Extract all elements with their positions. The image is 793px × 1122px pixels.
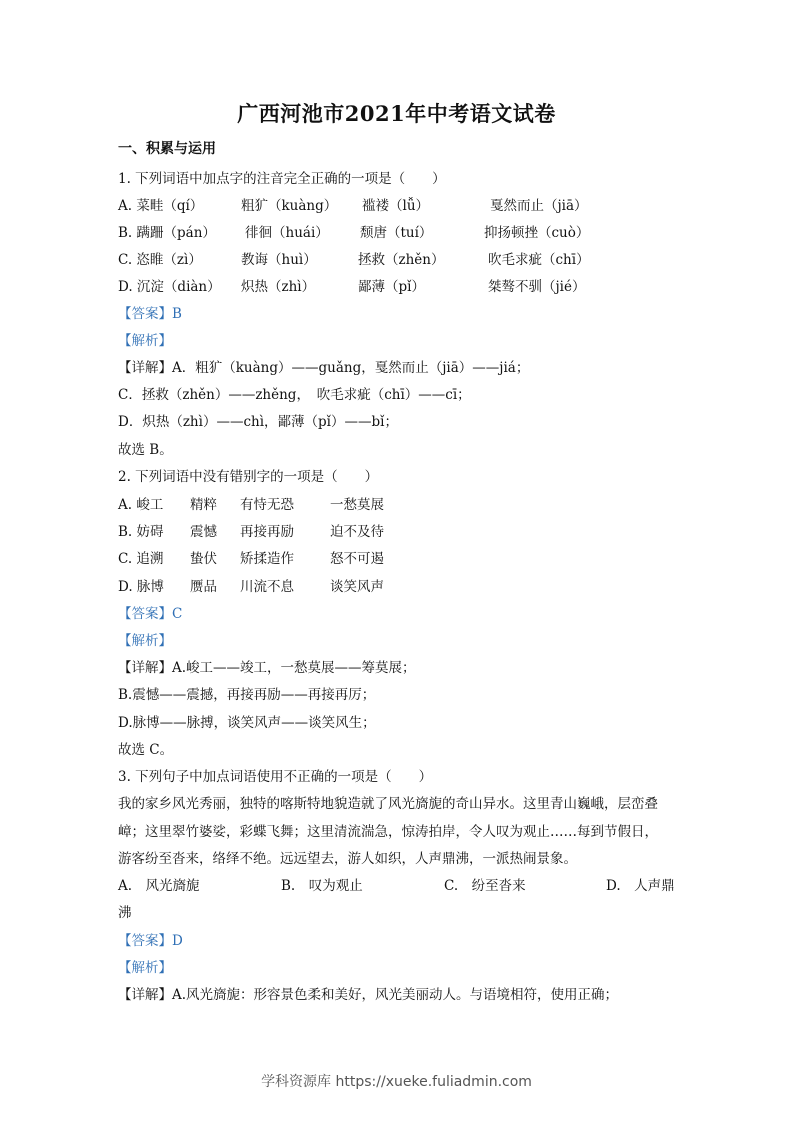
q1-answer: 【答案】B (118, 306, 182, 322)
q1-option-a-4: 戛然而止（jiā） (490, 198, 588, 214)
q1-option-a-3: 褴褛（lǚ） (362, 198, 430, 214)
q2-detail-line: 【详解】A.峻工——竣工，一愁莫展——筹莫展； (118, 660, 416, 676)
q3-option-b: B. 叹为观止 (281, 878, 363, 894)
q1-stem: 1. 下列词语中加点字的注音完全正确的一项是（ ） (118, 171, 446, 187)
q2-option-d-4: 谈笑风声 (330, 579, 384, 595)
q1-detail-line: D．炽热（zhì）——chì，鄙薄（pǐ）——bǐ； (118, 414, 398, 430)
q1-analysis: 【解析】 (118, 333, 172, 349)
q1-option-c-4: 吹毛求疵（chī） (488, 252, 590, 268)
q3-option-c: C. 纷至沓来 (444, 878, 526, 894)
q3-option-d: D. 人声鼎 (606, 878, 675, 894)
q1-detail-line: C．拯救（zhěn）——zhěng， 吹毛求疵（chī）——cī； (118, 387, 471, 403)
q2-option-a-3: 有恃无恐 (240, 497, 294, 513)
q2-option-b-4: 迫不及待 (330, 524, 384, 540)
q2-option-b-3: 再接再励 (240, 524, 294, 540)
q2-option-c-2: 蛰伏 (190, 551, 217, 567)
q2-conclusion: 故选 C。 (118, 742, 174, 758)
q2-option-d-3: 川流不息 (240, 579, 294, 595)
q2-option-d-1: D. 脉博 (118, 579, 164, 595)
page-title: 广西河池市2021年中考语文试卷 (237, 101, 556, 126)
q3-detail-line: 【详解】A.风光旖旎：形容景色柔和美好，风光美丽动人。与语境相符，使用正确； (118, 987, 619, 1003)
q2-option-a-2: 精粹 (190, 497, 217, 513)
q1-option-b-3: 颓唐（tuí） (360, 225, 433, 241)
q3-option-d-wrap: 沸 (118, 905, 132, 921)
q1-option-b-4: 抑扬顿挫（cuò） (484, 225, 590, 241)
q1-option-b-1: B. 蹒跚（pán） (118, 225, 216, 241)
q1-option-b-2: 徘徊（huái） (245, 225, 329, 241)
q2-option-a-1: A. 峻工 (118, 497, 164, 513)
q1-option-a-1: A. 菜畦（qí） (118, 198, 204, 214)
q1-option-c-1: C. 恣睢（zì） (118, 252, 202, 268)
q2-option-d-2: 赝品 (190, 579, 217, 595)
q1-option-c-2: 教诲（huì） (241, 252, 317, 268)
q2-option-b-1: B. 妨碍 (118, 524, 164, 540)
q1-option-d-4: 桀骜不驯（jié） (488, 279, 586, 295)
q3-passage-line: 嶂；这里翠竹婆娑，彩蝶飞舞；这里清流湍急，惊涛拍岸，令人叹为观止……每到节假日， (118, 824, 658, 840)
q1-option-d-3: 鄙薄（pǐ） (358, 279, 425, 295)
q2-detail-line: B.震憾——震撼，再接再励——再接再厉； (118, 687, 376, 703)
q2-analysis: 【解析】 (118, 633, 172, 649)
q1-option-d-1: D. 沉淀（diàn） (118, 279, 221, 295)
q3-analysis: 【解析】 (118, 960, 172, 976)
q2-answer: 【答案】C (118, 606, 183, 622)
footer-watermark: 学科资源库 https://xueke.fuliadmin.com (261, 1074, 532, 1090)
q2-option-c-3: 矫揉造作 (240, 551, 294, 567)
section-heading: 一、积累与运用 (118, 141, 216, 157)
q3-stem: 3. 下列句子中加点词语使用不正确的一项是（ ） (118, 769, 433, 785)
q2-option-c-4: 怒不可遏 (330, 551, 384, 567)
q2-detail-line: D.脉博——脉搏，谈笑风声——谈笑风生； (118, 715, 376, 731)
q1-option-d-2: 炽热（zhì） (241, 279, 316, 295)
q2-stem: 2. 下列词语中没有错别字的一项是（ ） (118, 469, 379, 485)
q3-option-a: A. 风光旖旎 (118, 878, 200, 894)
q2-option-b-2: 震憾 (190, 524, 217, 540)
q2-option-c-1: C. 追溯 (118, 551, 164, 567)
q3-passage-line: 我的家乡风光秀丽，独特的喀斯特地貌造就了风光旖旎的奇山异水。这里青山巍峨，层峦叠 (118, 796, 658, 812)
q3-passage-line: 游客纷至沓来，络绎不绝。远远望去，游人如织，人声鼎沸，一派热闹景象。 (118, 851, 577, 867)
q3-answer: 【答案】D (118, 933, 183, 949)
q1-detail-line: 【详解】A．粗犷（kuàng）——guǎng，戛然而止（jiā）——jiá； (118, 360, 530, 376)
q1-option-c-3: 拯救（zhěn） (358, 252, 445, 268)
q2-option-a-4: 一愁莫展 (330, 497, 384, 513)
q1-conclusion: 故选 B。 (118, 442, 173, 458)
q1-option-a-2: 粗犷（kuàng） (241, 198, 338, 214)
